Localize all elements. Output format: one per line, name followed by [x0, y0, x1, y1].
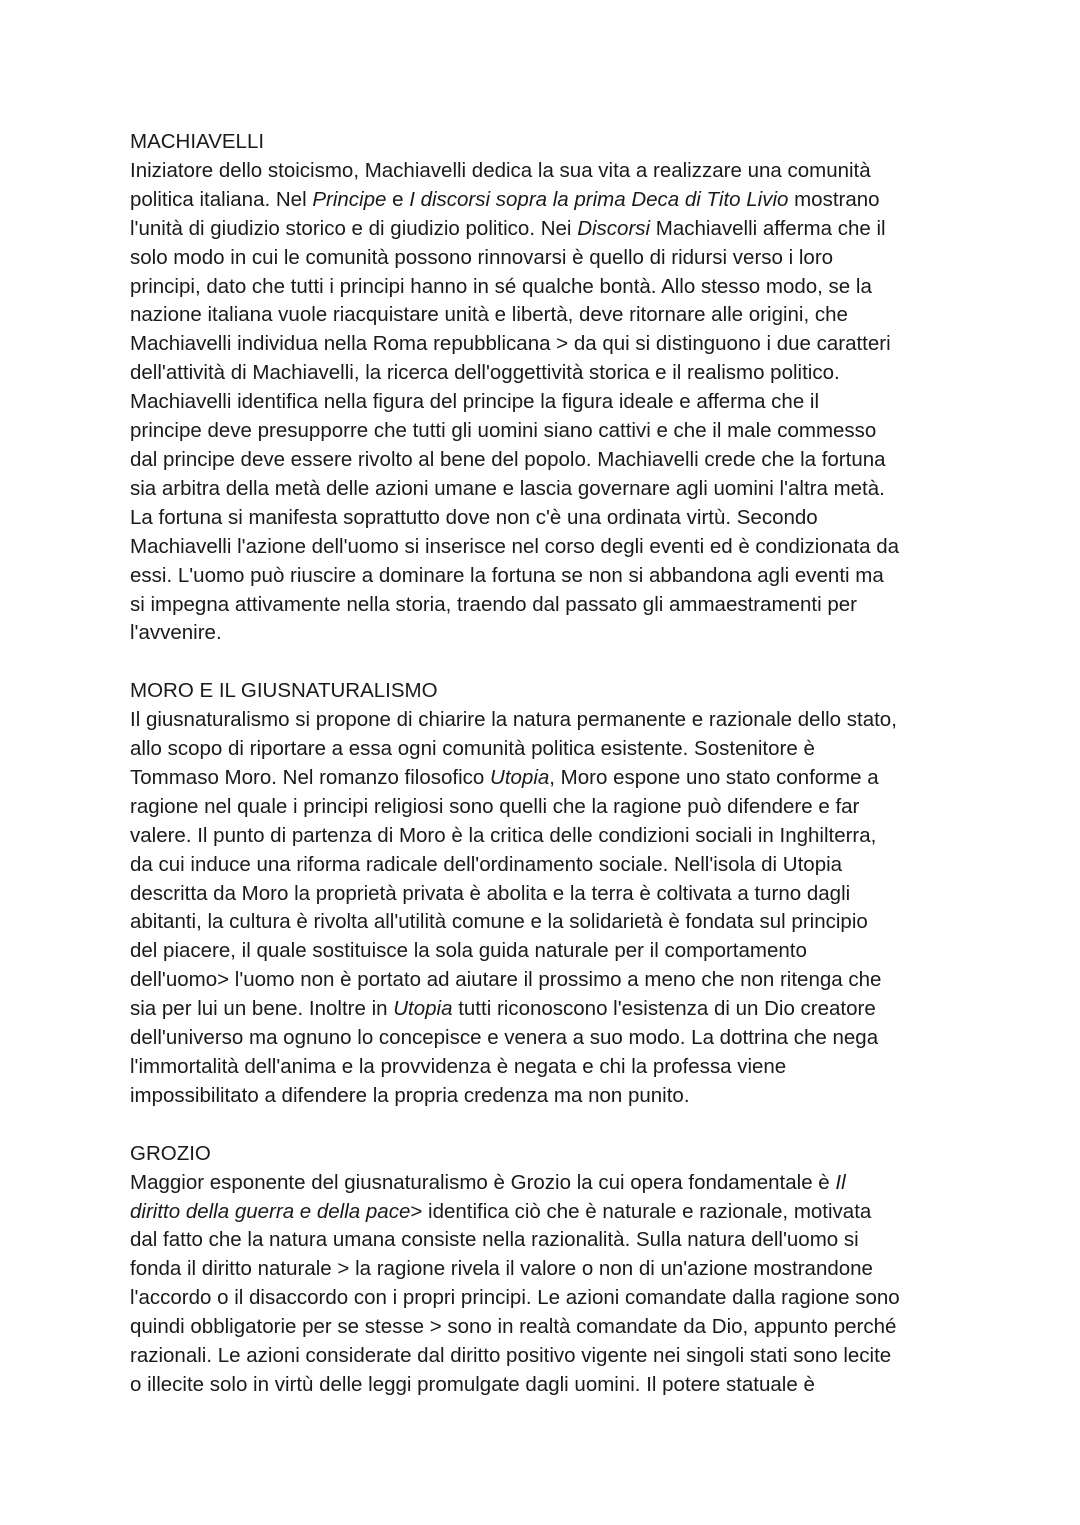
paragraph-line [130, 1284, 960, 1313]
text-run: valere. Il punto di partenza di Moro è la critica delle condizioni sociali in Inghilterra, [130, 823, 877, 847]
paragraph-line [130, 937, 960, 966]
paragraph-line [130, 1371, 960, 1400]
paragraph-line [130, 186, 960, 215]
text-run: e [386, 187, 410, 211]
text-run: si impegna attivamente nella storia, traendo dal passato gli ammaestramenti per [130, 592, 857, 616]
paragraph-line [130, 706, 960, 735]
text-run: Maggior esponente del giusnaturalismo è Grozio la cui opera fondamentale è [130, 1170, 836, 1194]
paragraph-line [130, 215, 960, 244]
text-run: allo scopo di riportare a essa ogni comunità politica esistente. Sostenitore è [130, 737, 815, 761]
section-heading: GROZIO [130, 1141, 211, 1165]
document-page [130, 128, 960, 1400]
paragraph-line [130, 273, 960, 302]
paragraph-line [130, 1053, 960, 1082]
text-run: , Moro espone uno stato conforme a [549, 765, 879, 789]
paragraph-line [130, 1313, 960, 1342]
text-run: del piacere, il quale sostituisce la sola guida naturale per il comportamento [130, 939, 807, 963]
paragraph-line [130, 735, 960, 764]
paragraph-line [130, 417, 960, 446]
text-run: Machiavelli afferma che il [650, 216, 886, 240]
paragraph-line [130, 764, 960, 793]
text-run: principi, dato che tutti i principi hanno in sé qualche bontà. Allo stesso modo, se la [130, 274, 872, 298]
paragraph-line [130, 1342, 960, 1371]
italic-title-text: Utopia [393, 997, 453, 1021]
text-run: ragione nel quale i principi religiosi sono quelli che la ragione può difendere e far [130, 794, 860, 818]
paragraph-line [130, 388, 960, 417]
paragraph-line [130, 446, 960, 475]
text-run: abitanti, la cultura è rivolta all'utilità comune e la solidarietà è fondata sul principio [130, 910, 868, 934]
text-run: dal principe deve essere rivolto al bene del popolo. Machiavelli crede che la fortuna [130, 447, 886, 471]
text-run: l'unità di giudizio storico e di giudizio politico. Nei [130, 216, 578, 240]
paragraph-line [130, 1255, 960, 1284]
section-moro-giusnaturalismo [130, 677, 960, 1111]
paragraph-line [130, 591, 960, 620]
paragraph-line [130, 880, 960, 909]
text-run: quindi obbligatorie per se stesse > sono in realtà comandate da Dio, appunto perché [130, 1315, 897, 1339]
text-run: impossibilitato a difendere la propria credenza ma non punito. [130, 1083, 690, 1107]
text-run: dell'uomo> l'uomo non è portato ad aiutare il prossimo a meno che non ritenga che [130, 968, 882, 992]
section-body [130, 706, 960, 1111]
text-run: l'accordo o il disaccordo con i propri principi. Le azioni comandate dalla ragione sono [130, 1286, 900, 1310]
text-run: Iniziatore dello stoicismo, Machiavelli dedica la sua vita a realizzare una comunità [130, 158, 871, 182]
text-run: solo modo in cui le comunità possono rinnovarsi è quello di ridursi verso i loro [130, 245, 834, 269]
paragraph-line [130, 1198, 960, 1227]
text-run: descritta da Moro la proprietà privata è abolita e la terra è coltivata a turno dagli [130, 881, 851, 905]
text-run: principe deve presupporre che tutti gli uomini siano cattivi e che il male commesso [130, 419, 877, 443]
paragraph-line [130, 244, 960, 273]
paragraph-line [130, 1082, 960, 1111]
text-run: tutti riconoscono l'esistenza di un Dio creatore [452, 997, 876, 1021]
paragraph-line [130, 851, 960, 880]
text-run: dell'attività di Machiavelli, la ricerca dell'oggettività storica e il realismo politico. [130, 361, 840, 385]
section-machiavelli [130, 128, 960, 648]
text-run: fonda il diritto naturale > la ragione rivela il valore o non di un'azione mostrandone [130, 1257, 873, 1281]
section-heading: MORO E IL GIUSNATURALISMO [130, 679, 438, 703]
paragraph-line [130, 157, 960, 186]
italic-title-text: Il [835, 1170, 846, 1194]
text-run: dell'universo ma ognuno lo concepisce e venera a suo modo. La dottrina che nega [130, 1026, 879, 1050]
text-run: sia arbitra della metà delle azioni umane e lascia governare agli uomini l'altra metà. [130, 476, 885, 500]
paragraph-line [130, 995, 960, 1024]
text-run: politica italiana. Nel [130, 187, 313, 211]
text-run: Machiavelli identifica nella figura del principe la figura ideale e afferma che il [130, 390, 820, 414]
italic-title-text: I discorsi sopra la prima Deca di Tito Livio [409, 187, 789, 211]
paragraph-line [130, 1226, 960, 1255]
italic-title-text: diritto della guerra e della pace [130, 1199, 411, 1223]
text-run: Machiavelli individua nella Roma repubblicana > da qui si distinguono i due caratteri [130, 332, 891, 356]
text-run: l'avvenire. [130, 621, 222, 645]
section-heading: MACHIAVELLI [130, 130, 265, 153]
text-run: o illecite solo in virtù delle leggi promulgate dagli uomini. Il potere statuale è [130, 1372, 815, 1396]
text-run: da cui induce una riforma radicale dell'ordinamento sociale. Nell'isola di Utopia [130, 852, 843, 876]
paragraph-line [130, 793, 960, 822]
paragraph-line [130, 475, 960, 504]
text-run: La fortuna si manifesta soprattutto dove non c'è una ordinata virtù. Secondo [130, 505, 818, 529]
paragraph-line [130, 359, 960, 388]
text-run: mostrano [788, 187, 880, 211]
paragraph-line [130, 562, 960, 591]
paragraph-line [130, 330, 960, 359]
italic-title-text: Principe [312, 187, 387, 211]
italic-title-text: Utopia [490, 765, 550, 789]
section-body [130, 1169, 960, 1400]
paragraph-line [130, 533, 960, 562]
text-run: dal fatto che la natura umana consiste nella razionalità. Sulla natura dell'uomo si [130, 1228, 859, 1252]
paragraph-line [130, 301, 960, 330]
text-run: nazione italiana vuole riacquistare unità e libertà, deve ritornare alle origini, che [130, 303, 848, 327]
text-run: sia per lui un bene. Inoltre in [130, 997, 394, 1021]
paragraph-line [130, 966, 960, 995]
text-run: essi. L'uomo può riuscire a dominare la fortuna se non si abbandona agli eventi ma [130, 563, 884, 587]
section-grozio [130, 1140, 960, 1400]
paragraph-line [130, 1024, 960, 1053]
paragraph-line [130, 504, 960, 533]
text-run: razionali. Le azioni considerate dal diritto positivo vigente nei singoli stati sono lecite [130, 1344, 892, 1368]
text-run: Tommaso Moro. Nel romanzo filosofico [130, 765, 491, 789]
section-body [130, 157, 960, 648]
text-run: l'immortalità dell'anima e la provvidenza è negata e chi la professa viene [130, 1054, 787, 1078]
paragraph-line [130, 822, 960, 851]
text-run: Il giusnaturalismo si propone di chiarire la natura permanente e razionale dello stato, [130, 708, 897, 732]
paragraph-line [130, 908, 960, 937]
italic-title-text: Discorsi [577, 216, 651, 240]
paragraph-line [130, 1169, 960, 1198]
text-run: Machiavelli l'azione dell'uomo si inserisce nel corso degli eventi ed è condizionata da [130, 534, 900, 558]
paragraph-line [130, 619, 960, 648]
text-run: > identifica ciò che è naturale e razionale, motivata [410, 1199, 872, 1223]
